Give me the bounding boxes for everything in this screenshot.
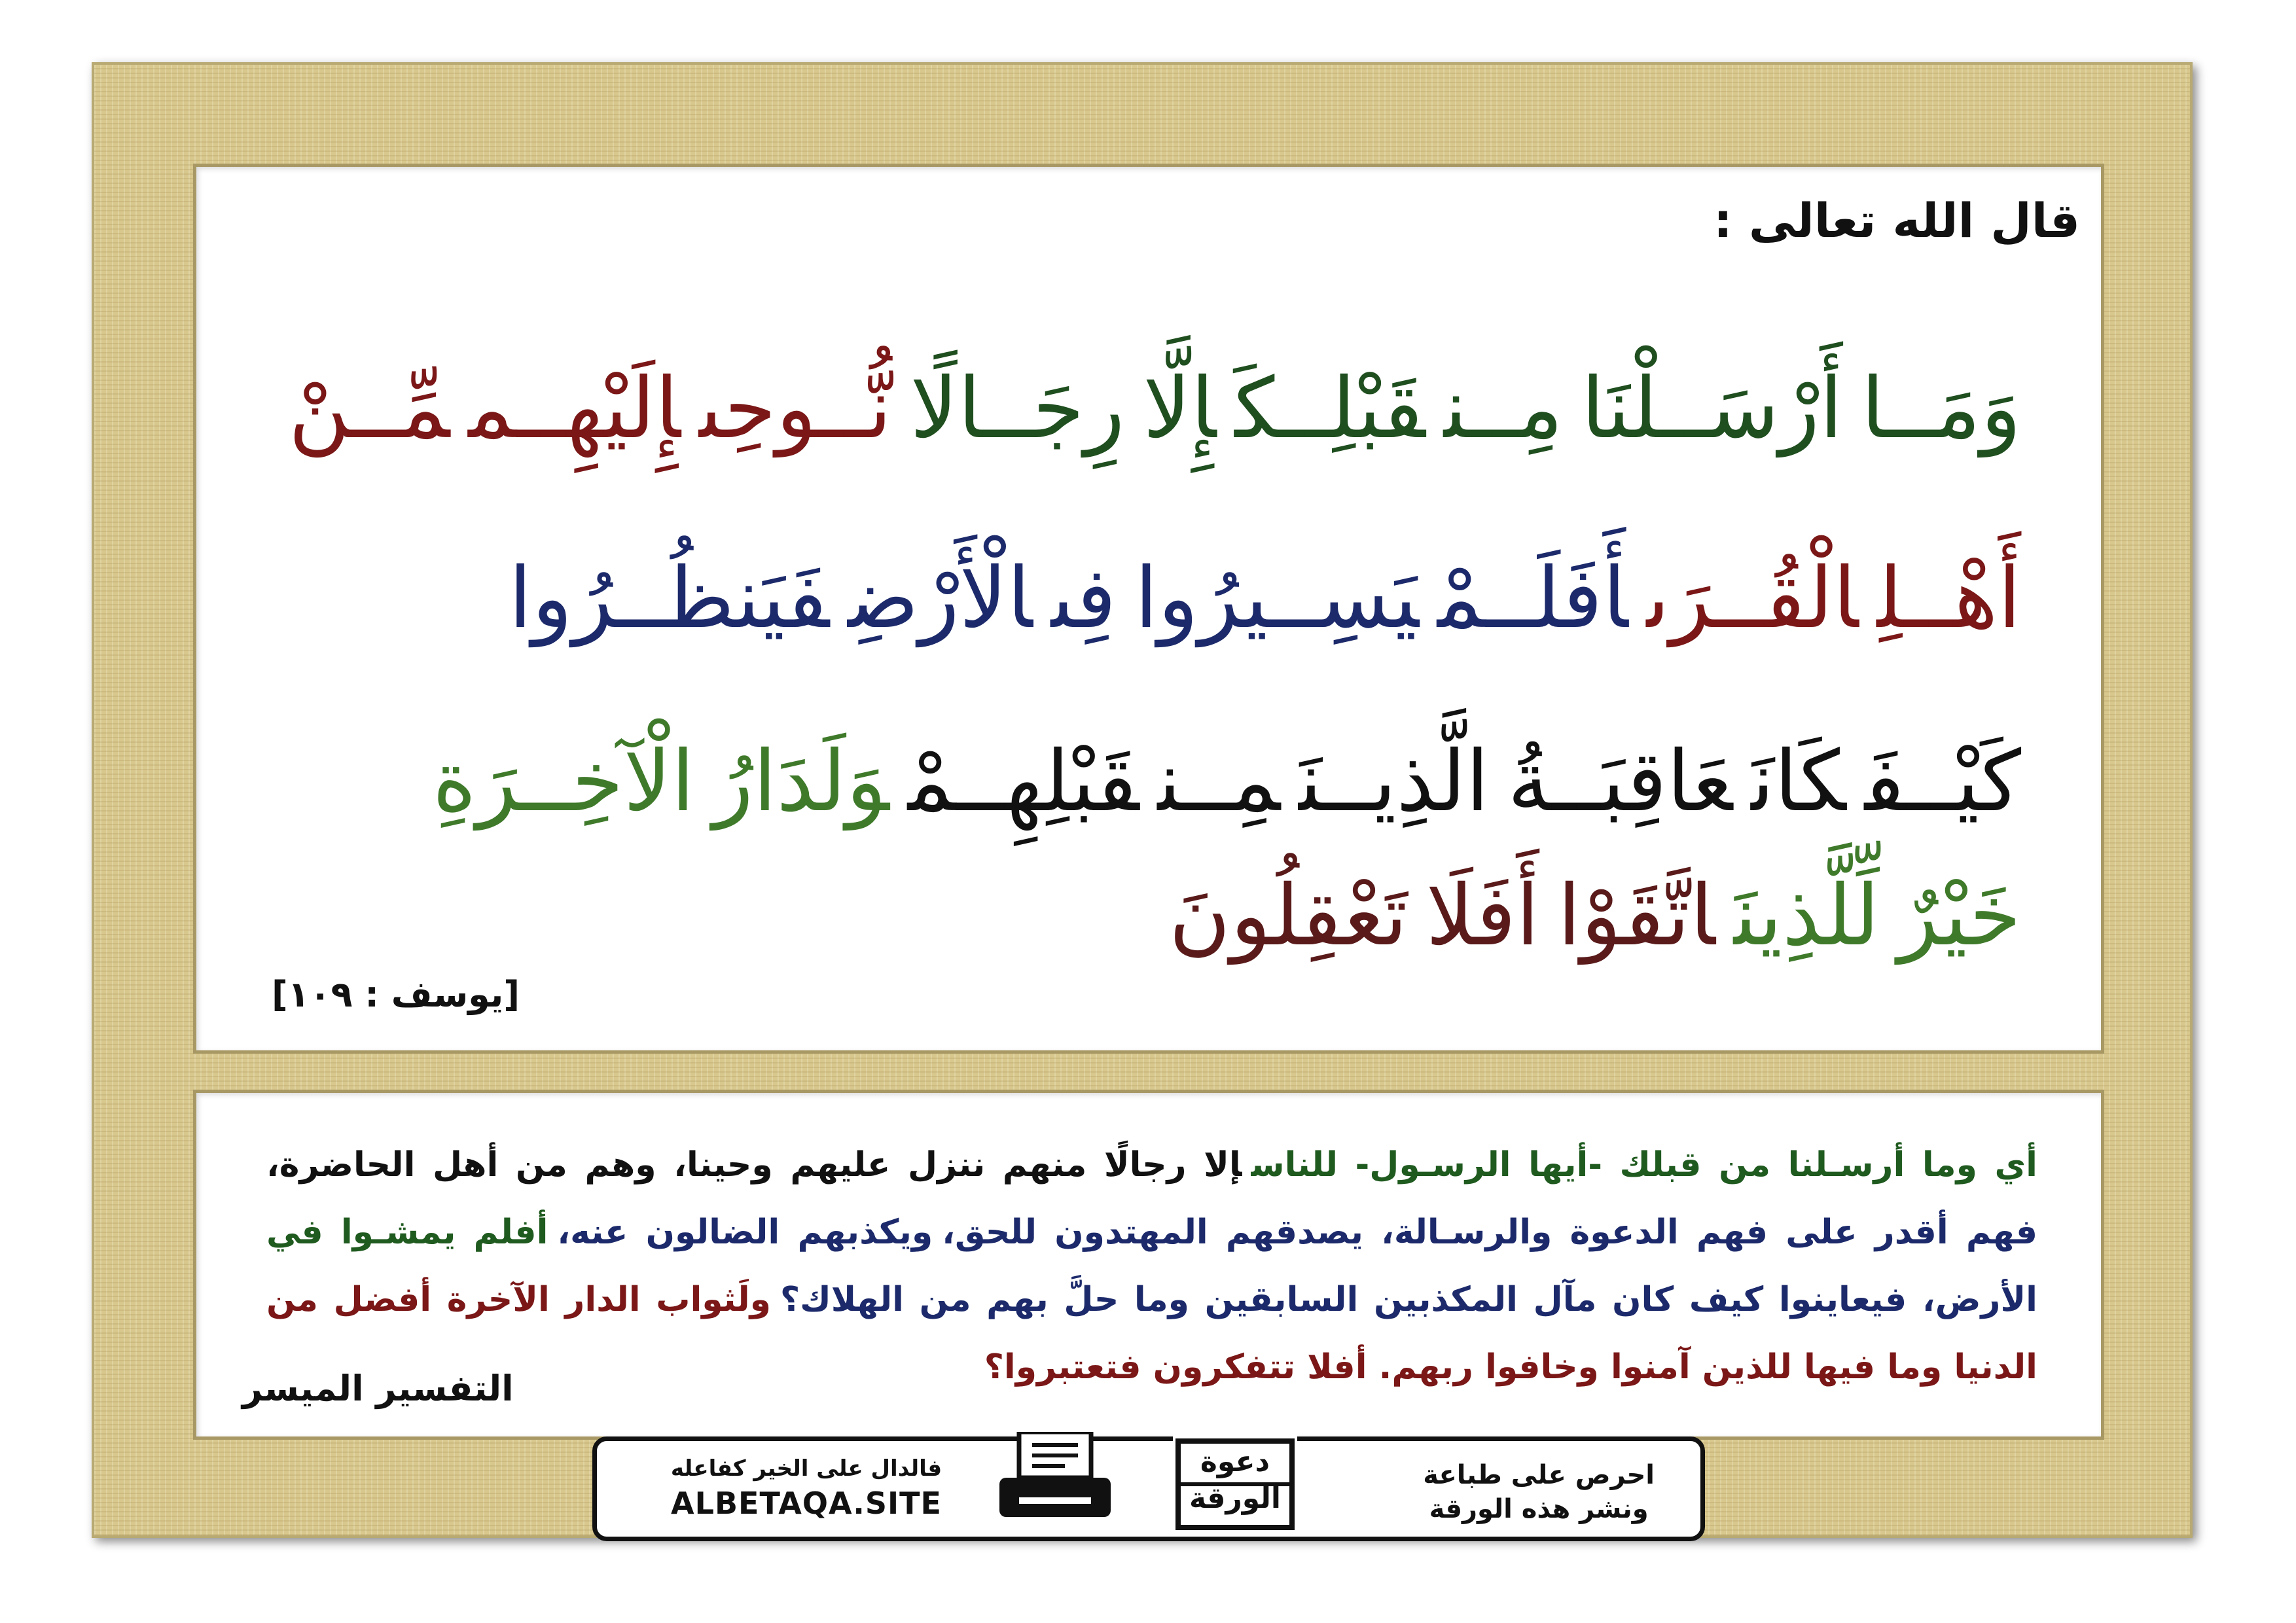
- text-segment: يَسِــيرُوا: [1134, 550, 1419, 647]
- logo-line-1: دعوة: [1200, 1445, 1270, 1478]
- verse-line-3: [274, 730, 2021, 834]
- text-segment: الَّذِيــنَ: [1299, 733, 1490, 830]
- text-segment: ويكذبهم الضالون عنه،: [557, 1213, 933, 1252]
- tafsir-line-4: [975, 1344, 2037, 1390]
- text-segment: مِــن: [1157, 733, 1281, 830]
- text-segment: لِّلَّذِينَ: [1733, 867, 1880, 965]
- text-segment: الدنيا وما فيها للذين آمنوا وخافوا ربهم. أفلا تتفكرون فتعتبروا؟: [984, 1347, 2037, 1387]
- text-segment: نُّــوحِى: [698, 360, 892, 457]
- logo-text: [1173, 1444, 1297, 1517]
- verse-line-2: [274, 546, 2021, 651]
- text-segment: أَفَلَا: [1426, 867, 1539, 965]
- text-segment: أفلم يمشـوا في: [266, 1213, 548, 1252]
- text-segment: قَبْلِــكَ: [1234, 360, 1426, 457]
- tafsir-line-3: [257, 1277, 2037, 1323]
- logo: [1173, 1432, 1297, 1537]
- text-segment: مِّــنْ: [288, 360, 450, 457]
- text-segment: عَاقِبَــةُ: [1507, 733, 1733, 830]
- footer-left: [636, 1455, 977, 1521]
- text-segment: رِجَــالًا: [910, 360, 1125, 457]
- text-segment: ولَثواب الدار الآخرة أفضل من: [266, 1280, 771, 1319]
- logo-line-2: الورقة: [1189, 1482, 1281, 1515]
- text-segment: أَفَلَــمْ: [1437, 550, 1628, 647]
- text-segment: اتَّقَوْا: [1557, 867, 1715, 965]
- verse-line-1: [274, 357, 2021, 461]
- verse-intro: قال الله تعالى :: [1713, 193, 2080, 248]
- text-segment: الْقُــرَى: [1646, 550, 1859, 647]
- tafsir-line-1: [257, 1142, 2037, 1188]
- text-segment: فِى: [1050, 550, 1117, 647]
- printer-icon: [996, 1432, 1134, 1537]
- footer-banner: [592, 1436, 1705, 1541]
- text-segment: إِلَّا: [1143, 360, 1217, 457]
- verse-reference: [يوسف : ١٠٩]: [272, 974, 520, 1015]
- text-segment: الْأَرْضِ: [848, 550, 1033, 647]
- text-segment: أَرْسَــلْنَا: [1581, 360, 1843, 457]
- text-segment: أي وما أرسـلنا من قبلك -أيها الرسـول- للناس: [1251, 1145, 2038, 1185]
- footer-right-line-2: ونشر هذه الورقة: [1429, 1494, 1649, 1524]
- footer-proverb: فالدال على الخير كفاعله: [670, 1455, 942, 1482]
- tafsir-line-2: [257, 1209, 2037, 1255]
- text-segment: وَمَــا: [1861, 360, 2021, 457]
- tafsir-source: التفسير الميسر: [242, 1368, 514, 1409]
- text-segment: إِلَيْهِــم: [468, 360, 681, 457]
- text-segment: فَيَنظُــرُوا: [509, 550, 830, 647]
- text-segment: أَهْــلِ: [1876, 550, 2021, 647]
- text-segment: الْآخِــرَةِ: [432, 733, 695, 830]
- text-segment: فهم أقدر على فهم الدعوة والرسـالة، يصدقهم المهتدون للحق،: [942, 1213, 2037, 1252]
- text-segment: الأرض، فيعاينوا كيف كان مآل المكذبين السابقين وما حلَّ بهم من الهلاك؟: [780, 1280, 2038, 1319]
- verse-line-4: [1151, 864, 2021, 969]
- text-segment: إلا رجالًا منهم ننزل عليهم وحينا، وهم من أهل الحاضرة،: [266, 1145, 1242, 1185]
- footer-right-line-1: احرص على طباعة: [1423, 1460, 1655, 1490]
- footer-right: [1423, 1458, 1655, 1526]
- text-segment: كَيْــفَ: [1864, 733, 2021, 830]
- footer-site-link[interactable]: ALBETAQA.SITE: [671, 1486, 942, 1521]
- text-segment: خَيْرٌ: [1897, 867, 2021, 965]
- text-segment: قَبْلِهِــمْ: [907, 733, 1139, 830]
- text-segment: مِــن: [1443, 360, 1563, 457]
- text-segment: تَعْقِلُونَ: [1169, 867, 1408, 965]
- text-segment: كَانَ: [1751, 733, 1846, 830]
- text-segment: وَلَدَارُ: [713, 733, 889, 830]
